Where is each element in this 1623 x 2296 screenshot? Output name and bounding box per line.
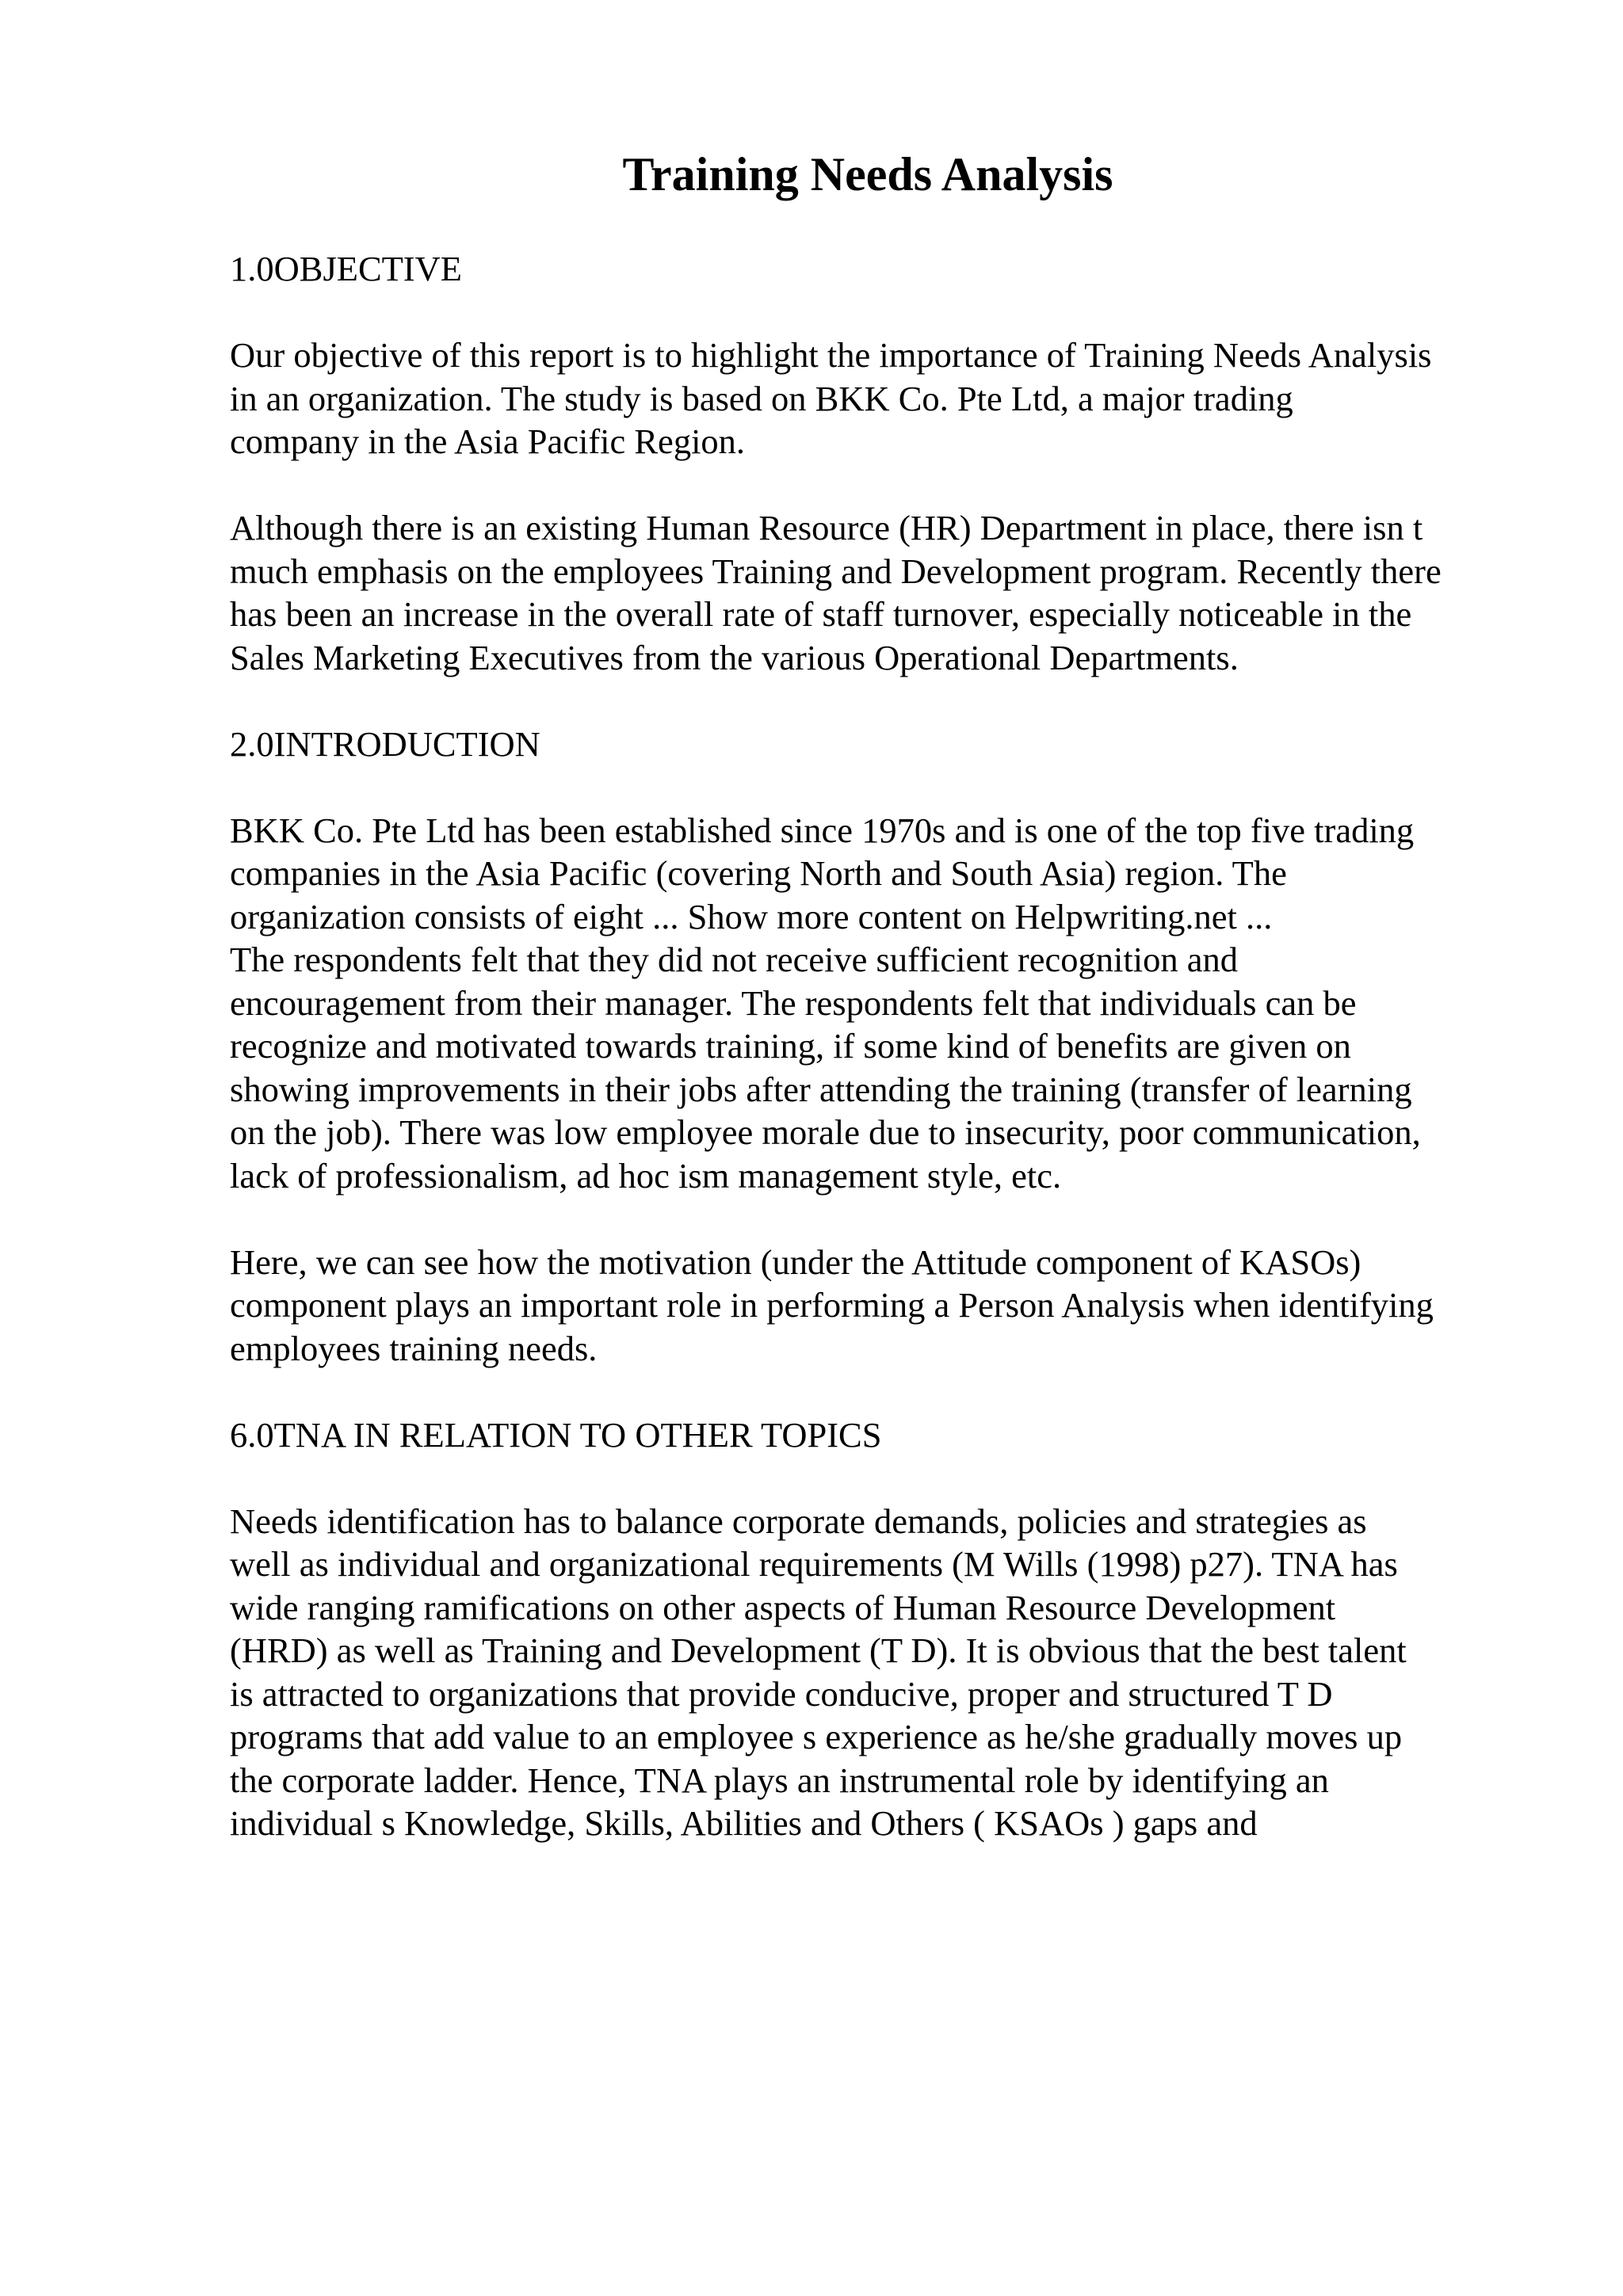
text-line: Needs identification has to balance corporate demands, policies and strategies as	[230, 1501, 1367, 1541]
text-line: (HRD) as well as Training and Development (T D). It is obvious that the best talent	[230, 1630, 1407, 1670]
text-line: is attracted to organizations that provide conducive, proper and structured T D	[230, 1673, 1333, 1714]
text-line: companies in the Asia Pacific (covering North and South Asia) region. The	[230, 853, 1287, 893]
text-line: the corporate ladder. Hence, TNA plays an instrumental role by identifying an	[230, 1760, 1329, 1800]
text-line: lack of professionalism, ad hoc ism management style, etc.	[230, 1155, 1062, 1196]
spacer	[230, 1197, 1529, 1241]
text-line: Here, we can see how the motivation (under the Attitude component of KASOs)	[230, 1241, 1361, 1282]
paragraph	[230, 506, 1529, 679]
text-line: in an organization. The study is based on BKK Co. Pte Ltd, a major trading	[230, 378, 1293, 418]
text-line: has been an increase in the overall rate of staff turnover, especially noticeable in the	[230, 594, 1412, 634]
paragraph	[230, 809, 1529, 1198]
text-line: much emphasis on the employees Training and Development program. Recently there	[230, 551, 1442, 591]
spacer	[230, 1370, 1529, 1413]
text-line: employees training needs.	[230, 1328, 598, 1368]
document-title: Training Needs Analysis	[622, 148, 1113, 200]
section-heading-objective: 1.0OBJECTIVE	[230, 249, 462, 288]
paragraph	[230, 334, 1529, 463]
text-line: BKK Co. Pte Ltd has been established since 1970s and is one of the top five trading	[230, 810, 1415, 850]
text-line: wide ranging ramifications on other aspects of Human Resource Development	[230, 1587, 1336, 1627]
spacer	[230, 291, 1529, 334]
paragraph	[230, 1500, 1529, 1845]
text-line: The respondents felt that they did not receive sufficient recognition and	[230, 940, 1238, 979]
paragraph	[230, 1241, 1529, 1371]
text-line: encouragement from their manager. The respondents felt that individuals can be	[230, 982, 1357, 1023]
text-line: component plays an important role in performing a Person Analysis when identifying	[230, 1285, 1434, 1325]
text-line: individual s Knowledge, Skills, Abilities and Others ( KSAOs ) gaps and	[230, 1803, 1258, 1843]
text-line: showing improvements in their jobs after attending the training (transfer of learning	[230, 1069, 1412, 1109]
spacer	[230, 463, 1529, 507]
text-line: company in the Asia Pacific Region.	[230, 421, 746, 461]
text-line: Sales Marketing Executives from the various Operational Departments.	[230, 637, 1239, 677]
spacer	[230, 1456, 1529, 1500]
spacer	[230, 679, 1529, 723]
section-heading-tna-relation: 6.0TNA IN RELATION TO OTHER TOPICS	[230, 1414, 882, 1455]
text-line: recognize and motivated towards training, if some kind of benefits are given on	[230, 1026, 1351, 1066]
text-line: organization consists of eight ... Show more content on Helpwriting.net ...	[230, 896, 1273, 936]
text-line: Our objective of this report is to highlight the importance of Training Needs Analysis	[230, 335, 1432, 375]
text-line: well as individual and organizational requirements (M Wills (1998) p27). TNA has	[230, 1544, 1398, 1584]
text-line: on the job). There was low employee morale due to insecurity, poor communication,	[230, 1112, 1421, 1152]
spacer	[230, 765, 1529, 809]
document-body	[230, 247, 1529, 1845]
text-line: programs that add value to an employee s experience as he/she gradually moves up	[230, 1717, 1403, 1756]
section-heading-introduction: 2.0INTRODUCTION	[230, 723, 540, 764]
text-line: Although there is an existing Human Resource (HR) Department in place, there isn t	[230, 508, 1423, 547]
